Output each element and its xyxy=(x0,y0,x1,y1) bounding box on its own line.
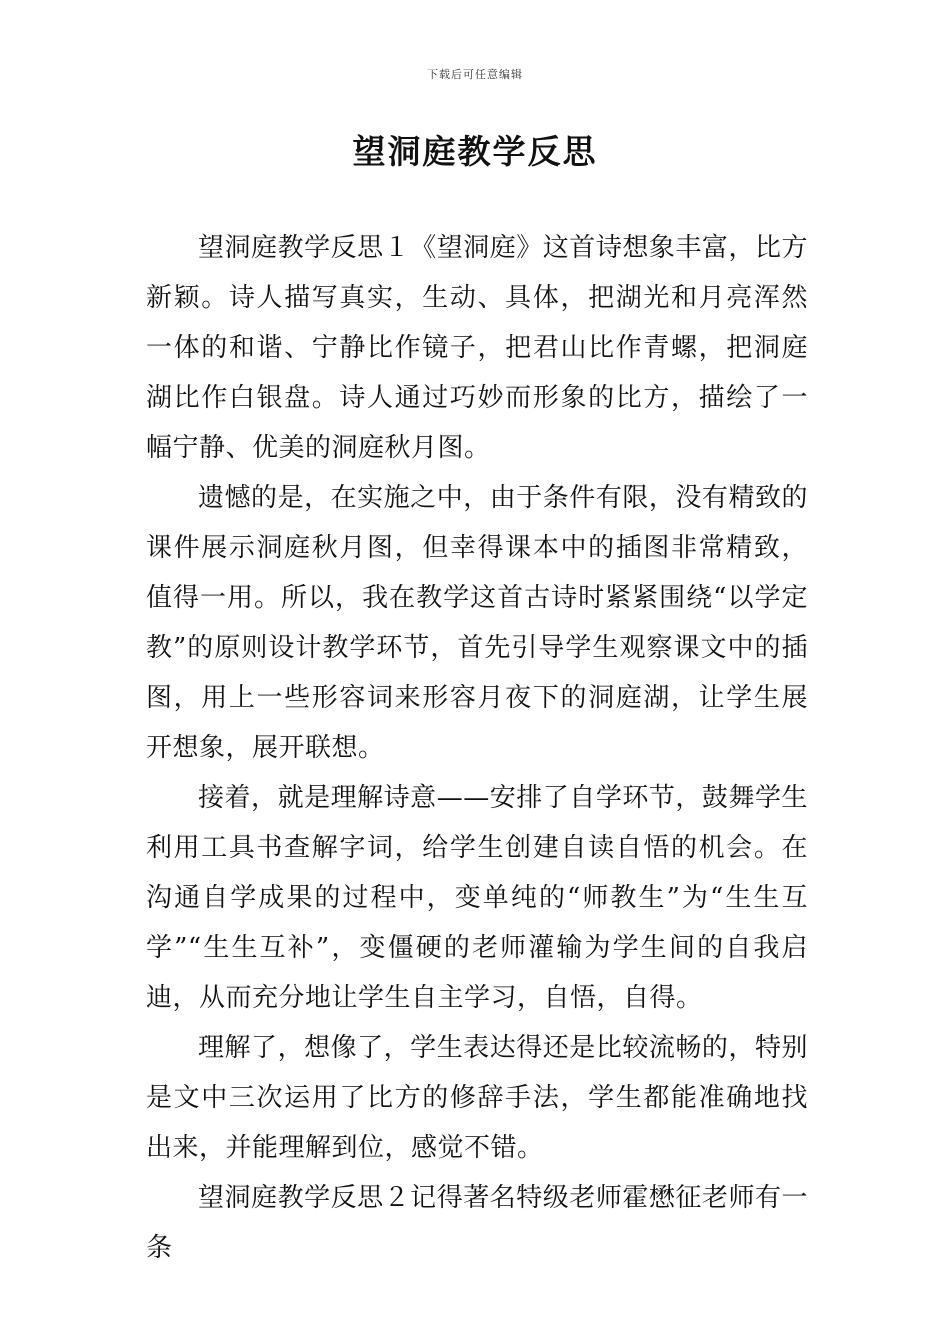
paragraph-1: 望洞庭教学反思１《望洞庭》这首诗想象丰富，比方新颖。诗人描写真实，生动、具体，把湖光和月亮浑然一体的和谐、宁静比作镜子，把君山比作青螺，把洞庭湖比作白银盘。诗人通过巧妙而形象的比方，描绘了一幅宁静、优美的洞庭秋月图。 xyxy=(146,233,808,463)
paragraph-2: 遗憾的是，在实施之中，由于条件有限，没有精致的课件展示洞庭秋月图，但幸得课本中的插图非常精致，值得一用。所以，我在教学这首古诗时紧紧围绕“以学定教”的原则设计教学环节，首先引导学生观察课文中的插图，用上一些形容词来形容月夜下的洞庭湖，让学生展开想象，展开联想。 xyxy=(146,483,808,763)
header-note: 下载后可任意编辑 xyxy=(427,68,523,81)
paragraph-5: 望洞庭教学反思２记得著名特级老师霍懋征老师有一条 xyxy=(146,1183,808,1263)
document-title: 望洞庭教学反思 xyxy=(352,132,598,171)
document-body xyxy=(146,223,808,1273)
paragraph-4: 理解了，想像了，学生表达得还是比较流畅的，特别是文中三次运用了比方的修辞手法，学生都能准确地找出来，并能理解到位，感觉不错。 xyxy=(146,1033,808,1163)
paragraph-3: 接着，就是理解诗意——安排了自学环节，鼓舞学生利用工具书查解字词，给学生创建自读自悟的机会。在沟通自学成果的过程中，变单纯的“师教生”为“生生互学”“生生互补”，变僵硬的老师灌输为学生间的自我启迪，从而充分地让学生自主学习，自悟，自得。 xyxy=(146,783,808,1013)
